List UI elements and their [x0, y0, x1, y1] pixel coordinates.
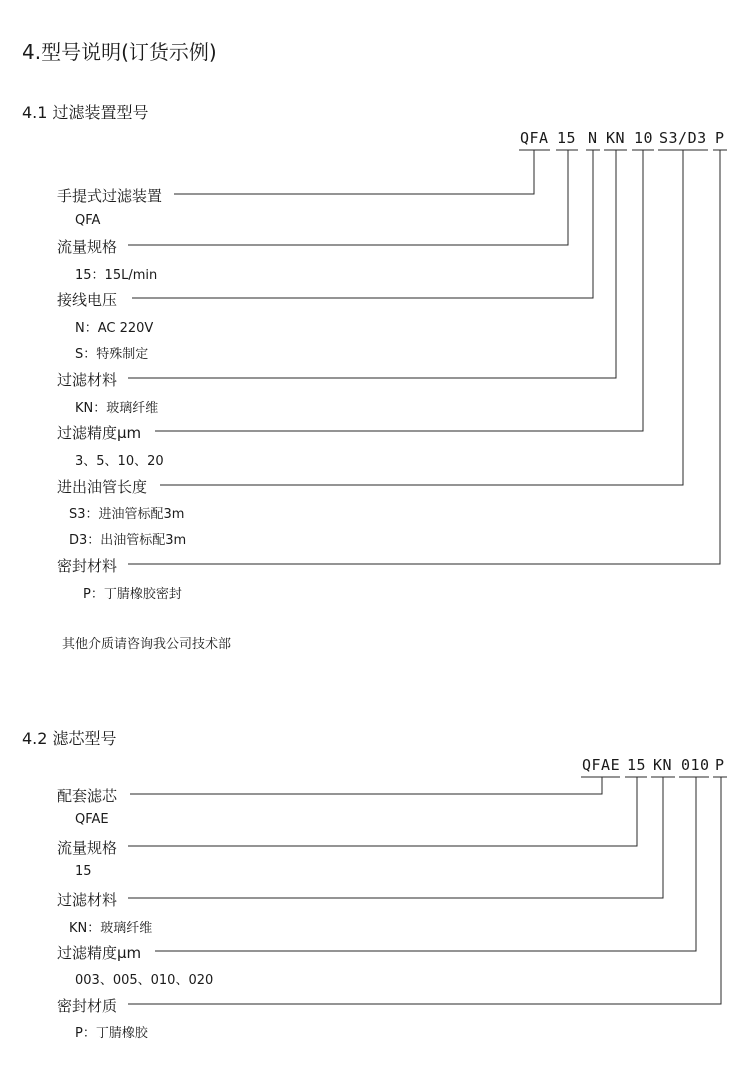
code-segment-seal: P	[715, 756, 725, 774]
page-title: 4.型号说明(订货示例)	[22, 40, 217, 64]
item-label-flow-spec: 流量规格	[57, 839, 118, 857]
item-option: P：丁腈橡胶	[75, 1026, 148, 1041]
code-segment-material: KN	[653, 756, 673, 774]
contact-note: 其他介质请咨询我公司技术部	[62, 637, 232, 652]
item-option: 003、005、010、020	[75, 973, 214, 988]
item-option: S：特殊制定	[75, 347, 149, 362]
code-segment-seal: P	[715, 129, 725, 147]
leader-line-seal-material	[128, 777, 721, 1004]
leader-line-filter-material	[128, 777, 663, 898]
code-segment-hose-length: S3/D3	[659, 129, 707, 147]
item-option: S3：进油管标配3m	[69, 507, 185, 522]
code-segment-flow: 15	[627, 756, 647, 774]
code-segment-flow: 15	[557, 129, 577, 147]
section-1-heading: 4.1 过滤装置型号	[22, 103, 149, 122]
item-label-seal-material: 密封材质	[57, 997, 118, 1015]
item-option: P：丁腈橡胶密封	[83, 587, 182, 602]
item-label-filter-precision: 过滤精度μm	[57, 944, 142, 962]
section-2-heading: 4.2 滤芯型号	[22, 729, 117, 748]
code-segment-qfae: QFAE	[582, 756, 621, 774]
leader-line-filter-precision	[155, 150, 643, 431]
item-label-filter-precision: 过滤精度μm	[57, 424, 142, 442]
item-label-hose-length: 进出油管长度	[57, 478, 148, 496]
item-option: KN：玻璃纤维	[69, 921, 153, 936]
code-segment-material: KN	[606, 129, 626, 147]
leader-line-seal-material	[128, 150, 720, 564]
leader-line-flow-spec	[128, 777, 637, 846]
leader-line-flow-spec	[128, 150, 568, 245]
item-label-matching-element: 配套滤芯	[57, 787, 118, 805]
leader-line-voltage	[132, 150, 593, 298]
item-option: 15	[75, 864, 92, 879]
item-option: N：AC 220V	[75, 321, 154, 336]
item-label-filter-material: 过滤材料	[57, 371, 118, 389]
code-segment-precision: 010	[681, 756, 710, 774]
item-option: D3：出油管标配3m	[69, 533, 187, 548]
leader-line-filter-material	[128, 150, 616, 378]
item-option: QFA	[75, 213, 101, 228]
item-label-flow-spec: 流量规格	[57, 238, 118, 256]
code-segment-voltage: N	[588, 129, 598, 147]
item-option: 15：15L/min	[75, 268, 158, 283]
item-option: 3、5、10、20	[75, 454, 164, 469]
code-segment-qfa: QFA	[520, 129, 549, 147]
leader-line-filter-device	[174, 150, 534, 194]
item-label-filter-device: 手提式过滤装置	[57, 187, 163, 205]
item-label-filter-material: 过滤材料	[57, 891, 118, 909]
item-option: QFAE	[75, 812, 109, 827]
item-label-seal-material: 密封材料	[57, 557, 118, 575]
code-segment-precision: 10	[634, 129, 654, 147]
item-option: KN：玻璃纤维	[75, 401, 159, 416]
leader-line-matching-element	[130, 777, 602, 794]
leader-line-hose-length	[160, 150, 683, 485]
item-label-voltage: 接线电压	[57, 291, 118, 309]
leader-line-filter-precision	[155, 777, 696, 951]
